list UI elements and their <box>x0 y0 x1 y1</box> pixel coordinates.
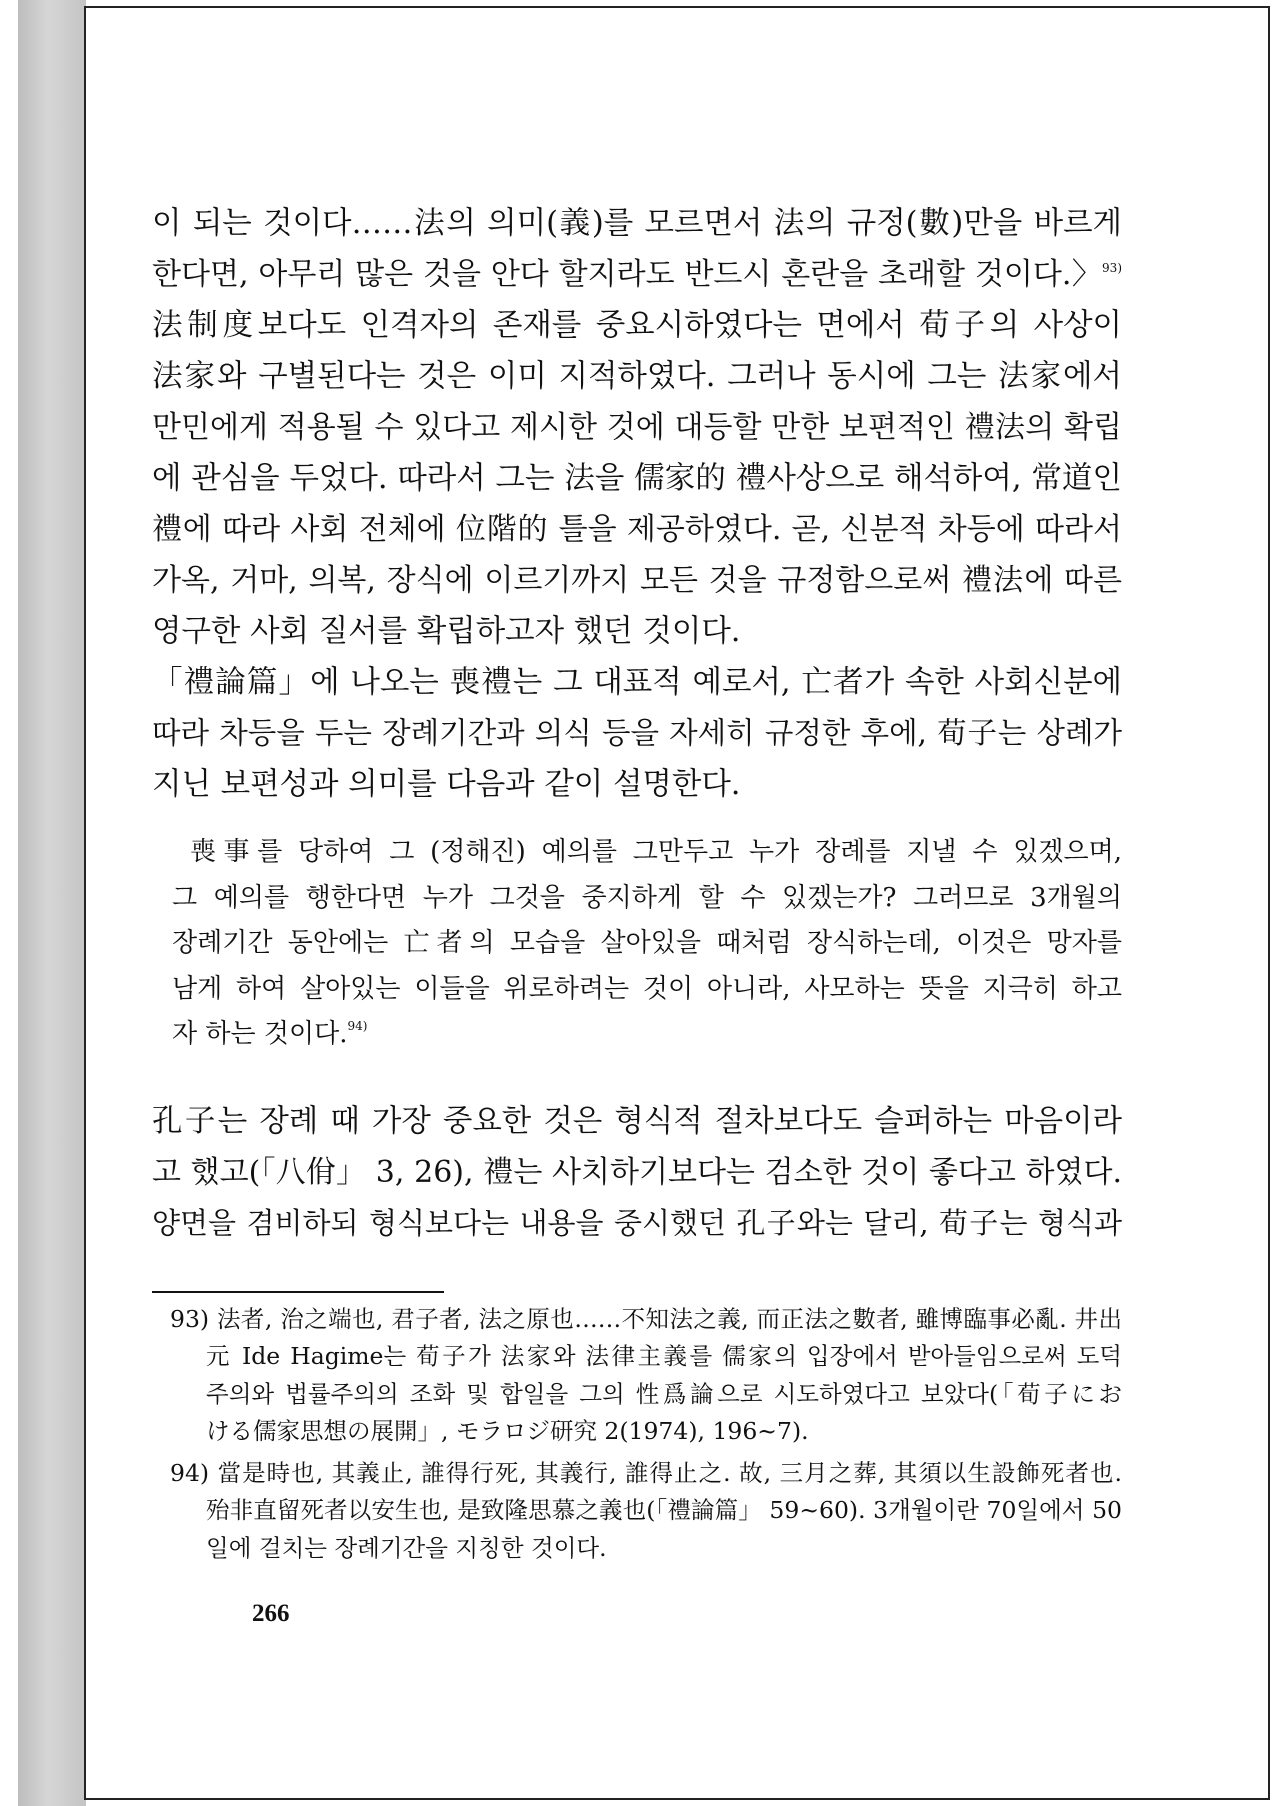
footnote-ref-93: 93) <box>1102 261 1122 275</box>
book-spine <box>18 0 86 1806</box>
text-line: 고 했고(「八佾」 3, 26), 禮는 사치하기보다는 검소한 것이 좋다고 하였다. <box>152 1154 1122 1190</box>
text-line: 양면을 겸비하되 형식보다는 내용을 중시했던 孔子와는 달리, 荀子는 형식과 <box>152 1205 1122 1240</box>
text-line: 지닌 보편성과 의미를 다음과 같이 설명한다. <box>152 767 741 802</box>
body-paragraph-2 <box>152 657 1122 810</box>
text-line-content: 한다면, 아무리 많은 것을 안다 할지라도 반드시 혼란을 초래할 것이다.〉 <box>152 257 1103 292</box>
text-line: 이 되는 것이다……法의 의미(義)를 모르면서 法의 규정(數)만을 바르게 <box>152 206 1122 241</box>
footnote-line: 94) 當是時也, 其義止, 誰得行死, 其義行, 誰得止之. 故, 三月之葬, 其須以生設飾死者也. <box>170 1458 1122 1487</box>
footnote-line: ける儒家思想の展開」, モラロジ研究 2(1974), 196~7). <box>206 1417 809 1446</box>
text-line: 法家와 구별된다는 것은 이미 지적하였다. 그러나 동시에 그는 法家에서 <box>152 359 1122 394</box>
text-line: 따라 차등을 두는 장례기간과 의식 등을 자세히 규정한 후에, 荀子는 상례가 <box>152 716 1122 750</box>
footnote-line: 주의와 법률주의의 조화 및 합일을 그의 性爲論으로 시도하였다고 보았다(「荀子にお <box>206 1379 1122 1408</box>
text-line: 禮에 따라 사회 전체에 位階的 틀을 제공하였다. 곧, 신분적 차등에 따라서 <box>152 512 1122 547</box>
paragraph-gap <box>152 1058 1122 1096</box>
quote-line: 喪事를 당하여 그 (정해진) 예의를 그만두고 누가 장례를 지낼 수 있겠으며, <box>190 837 1122 867</box>
page-content <box>152 198 1122 1571</box>
quote-line: 장례기간 동안에는 亡者의 모습을 살아있을 때처럼 장식하는데, 이것은 망자를 <box>172 928 1122 959</box>
footnote-divider <box>152 1291 444 1293</box>
text-line <box>152 249 1122 300</box>
body-paragraph-1 <box>152 198 1122 657</box>
footnote-line: 일에 걸치는 장례기간을 지칭한 것이다. <box>206 1533 607 1562</box>
footnote-93 <box>152 1301 1122 1451</box>
quote-line: 그 예의를 행한다면 누가 그것을 중지하게 할 수 있겠는가? 그러므로 3개월의 <box>172 882 1122 913</box>
block-quote <box>152 830 1122 1058</box>
footnote-line: 元 Ide Hagime는 荀子가 法家와 法律主義를 儒家의 입장에서 받아들임으로써 도덕 <box>206 1342 1122 1371</box>
footnote-line: 殆非直留死者以安生也, 是致隆思慕之義也(「禮論篇」 59~60). 3개월이란 70일에서 50 <box>206 1496 1122 1525</box>
body-paragraph-3 <box>152 1096 1122 1249</box>
text-line: 가옥, 거마, 의복, 장식에 이르기까지 모든 것을 규정함으로써 禮法에 따른 <box>152 563 1122 598</box>
quote-line-content: 자 하는 것이다. <box>172 1019 348 1050</box>
quote-line: 남게 하여 살아있는 이들을 위로하려는 것이 아니라, 사모하는 뜻을 지극히 하고 <box>172 973 1122 1004</box>
page-number: 266 <box>252 1600 290 1627</box>
text-line: 孔子는 장례 때 가장 중요한 것은 형식적 절차보다도 슬퍼하는 마음이라 <box>152 1103 1122 1139</box>
footnote-line: 93) 法者, 治之端也, 君子者, 法之原也……不知法之義, 而正法之數者, 雖博臨事必亂. 井出 <box>170 1304 1122 1333</box>
text-line: 영구한 사회 질서를 확립하고자 했던 것이다. <box>152 614 741 649</box>
text-line: 만민에게 적용될 수 있다고 제시한 것에 대등할 만한 보편적인 禮法의 확립 <box>152 410 1122 445</box>
text-line: 「禮論篇」에 나오는 喪禮는 그 대표적 예로서, 亡者가 속한 사회신분에 <box>152 665 1122 700</box>
quote-line <box>152 1012 1122 1058</box>
footnote-ref-94: 94) <box>347 1019 368 1034</box>
text-line: 에 관심을 두었다. 따라서 그는 法을 儒家的 禮사상으로 해석하여, 常道인 <box>152 461 1122 496</box>
footnote-94 <box>152 1455 1122 1568</box>
text-line: 法制度보다도 인격자의 존재를 중요시하였다는 면에서 荀子의 사상이 <box>152 308 1122 343</box>
